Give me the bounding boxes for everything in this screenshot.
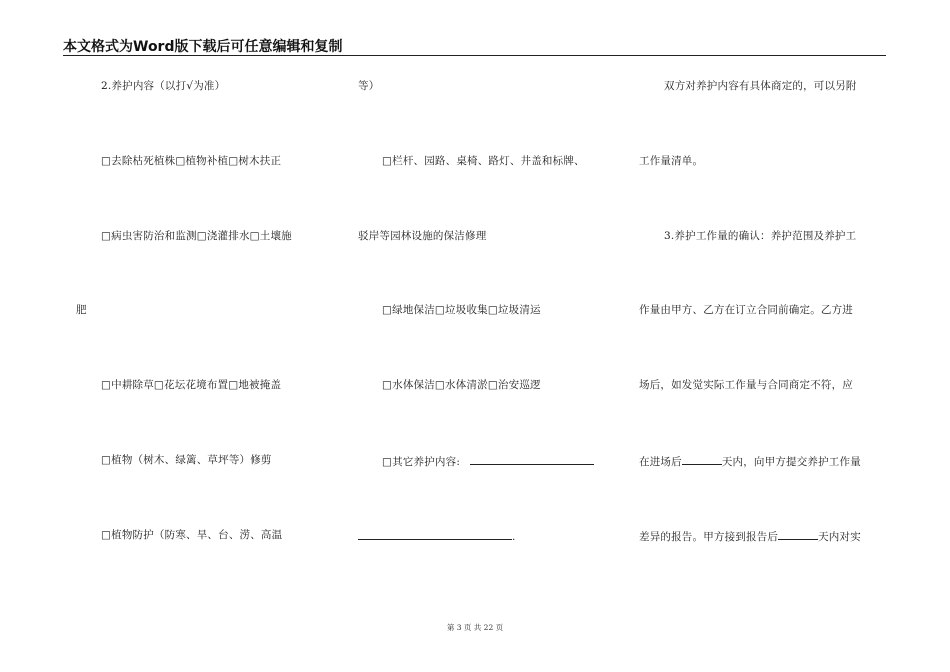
- right-line-2: 工作量清单。: [639, 155, 704, 167]
- middle-line-2: □栏杆、园路、桌椅、路灯、井盖和标牌、: [382, 155, 585, 167]
- left-line-2: □去除枯死植株□植物补植□树木扶正: [101, 155, 282, 167]
- entry-days-suffix: 天内，向甲方提交养护工作量: [721, 456, 861, 468]
- page-number: 第 3 页 共 22 页: [446, 623, 504, 632]
- right-line-5: 场后，如发觉实际工作量与合同商定不符，应: [639, 379, 853, 391]
- right-line-3: 3.养护工作量的确认：养护范围及养护工: [664, 230, 857, 242]
- middle-line-4: □绿地保洁□垃圾收集□垃圾清运: [382, 304, 541, 316]
- left-line-5: □中耕除草□花坛花境布置□地被掩盖: [101, 379, 282, 391]
- middle-line-3: 驳岸等园林设施的保洁修理: [358, 230, 487, 242]
- middle-line-5: □水体保洁□水体清淤□治安巡逻: [382, 379, 541, 391]
- right-line-6: [639, 453, 861, 469]
- left-line-3: □病虫害防治和监测□浇灌排水□土壤施: [101, 230, 292, 242]
- document-header-title: 本文格式为Word版下载后可任意编辑和复制: [63, 39, 343, 55]
- other-content-blank: [470, 453, 594, 465]
- report-days-suffix: 天内对实: [818, 531, 861, 543]
- middle-line-1: 等）: [358, 80, 380, 92]
- middle-line-7: [358, 528, 516, 544]
- other-content-label: □其它养护内容:: [382, 456, 461, 468]
- right-line-1: 双方对养护内容有具体商定的，可以另附: [664, 80, 857, 92]
- left-line-1: 2.养护内容（以打√为准）: [101, 80, 226, 92]
- left-line-4: 肥: [76, 304, 87, 316]
- right-line-4: 作量由甲方、乙方在订立合同前确定。乙方进: [639, 304, 853, 316]
- header-divider: [63, 55, 886, 56]
- middle-line-6: [382, 453, 594, 469]
- period-mark: .: [512, 531, 516, 543]
- entry-days-blank: [682, 453, 722, 465]
- left-line-7: □植物防护（防寒、旱、台、涝、高温: [101, 529, 283, 541]
- continuation-blank: [358, 528, 512, 540]
- right-line-7: [639, 528, 861, 544]
- report-days-blank: [778, 528, 818, 540]
- entry-days-label: 在进场后: [639, 456, 682, 468]
- report-days-label: 差异的报告。甲方接到报告后: [639, 531, 779, 543]
- left-line-6: □植物（树木、绿篱、草坪等）修剪: [101, 454, 272, 466]
